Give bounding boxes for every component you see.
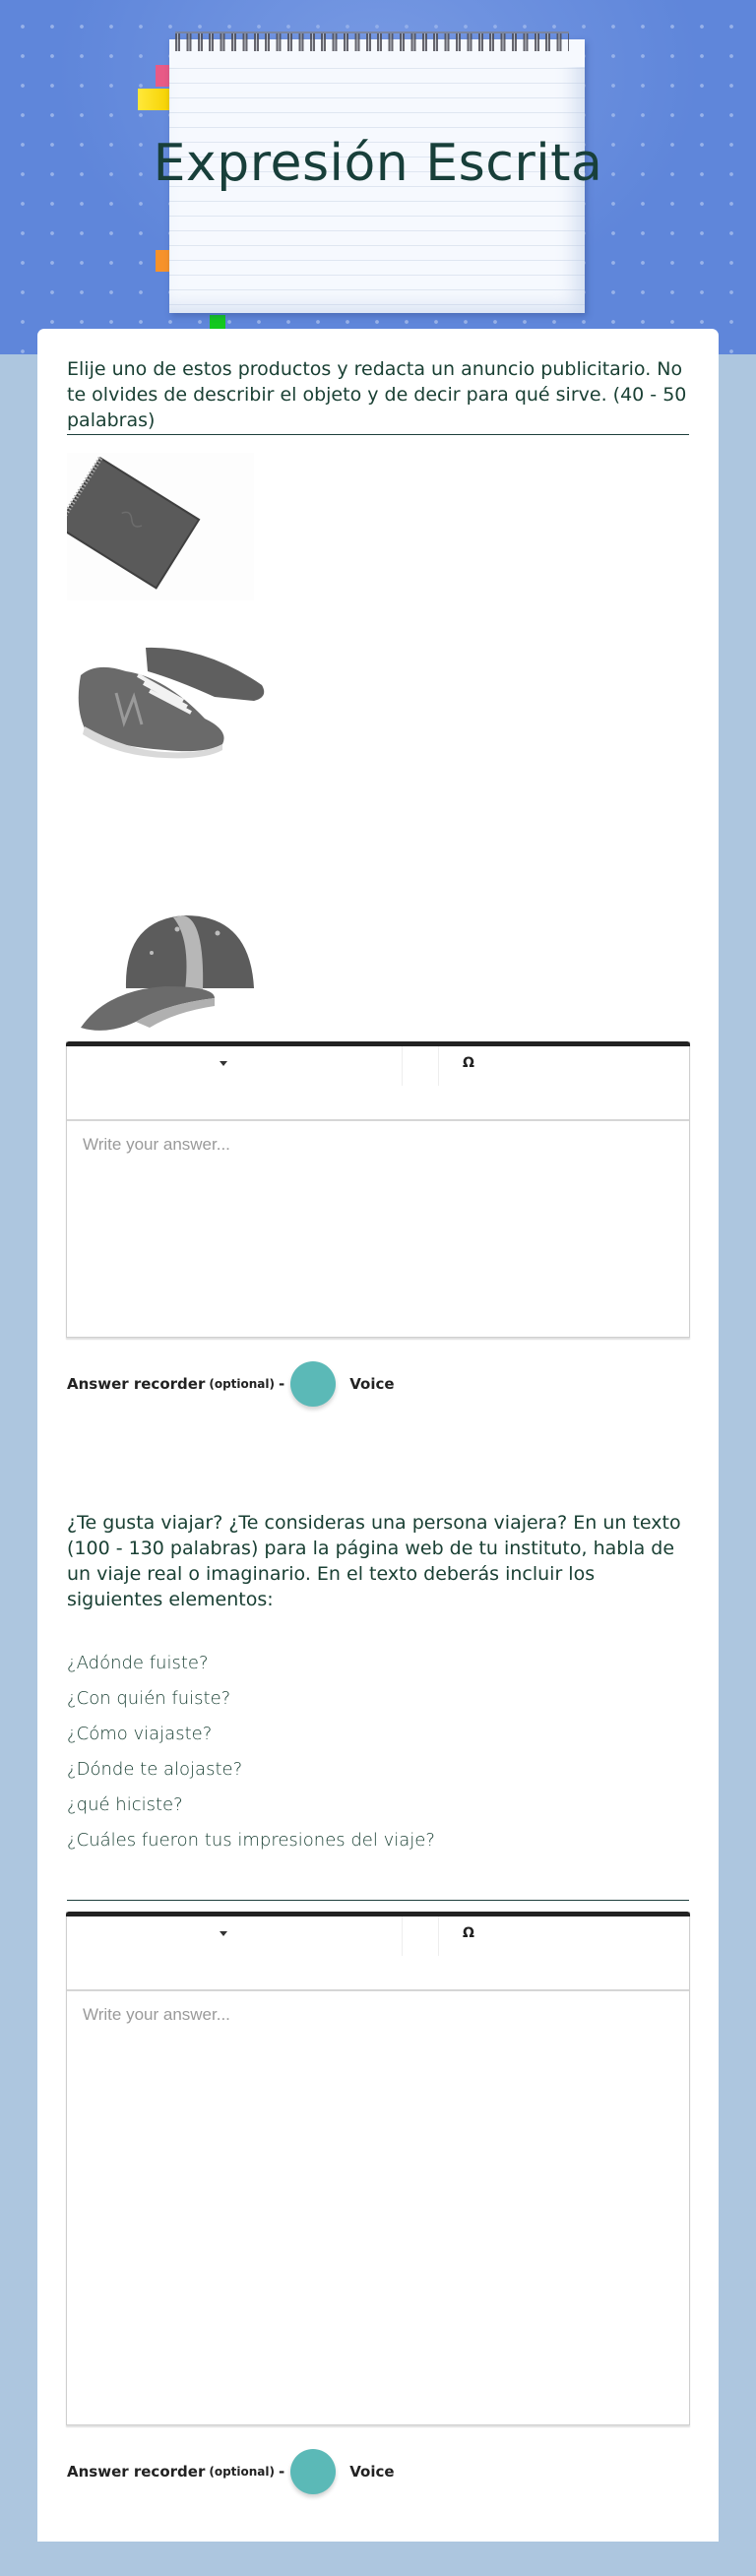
toolbar-separator xyxy=(438,1916,439,1956)
question1-divider xyxy=(67,434,689,435)
spiral-binding-icon xyxy=(175,31,569,51)
answer-recorder-2 xyxy=(67,2449,395,2494)
list-item: ¿Adónde fuiste? xyxy=(67,1653,209,1673)
recorder-dash: - xyxy=(279,2463,285,2481)
voice-label: Voice xyxy=(349,1375,395,1393)
special-character-button[interactable]: Ω xyxy=(463,1055,474,1071)
list-item: ¿Cómo viajaste? xyxy=(67,1724,213,1744)
pink-tab-decoration xyxy=(156,65,169,87)
caret-down-icon xyxy=(220,1061,227,1066)
caret-down-icon xyxy=(220,1931,227,1936)
answer-textarea-1[interactable] xyxy=(67,1121,689,1337)
answer-editor-2 xyxy=(66,1912,690,2425)
list-item: ¿Dónde te alojaste? xyxy=(67,1759,243,1780)
format-dropdown[interactable] xyxy=(67,1916,402,1952)
worksheet-card xyxy=(37,329,719,2542)
question1-prompt: Elije uno de estos productos y redacta un anuncio publicitario. No te olvides de describir el objeto y de decir para qué sirve. (40 - 50 palabras) xyxy=(67,358,687,431)
toolbar-separator xyxy=(438,1046,439,1086)
notebook-image xyxy=(67,453,254,600)
list-item: ¿qué hiciste? xyxy=(67,1794,183,1815)
recorder-dash: - xyxy=(279,1375,285,1393)
voice-label: Voice xyxy=(349,2463,395,2481)
list-item: ¿Cuáles fueron tus impresiones del viaje? xyxy=(67,1830,435,1851)
question2-divider xyxy=(67,1900,689,1901)
toolbar-button[interactable] xyxy=(403,1916,438,1956)
page-title: Expresión Escrita xyxy=(153,134,603,193)
record-voice-button[interactable] xyxy=(290,1361,336,1407)
recorder-label: Answer recorder xyxy=(67,1375,206,1393)
recorder-optional-label: (optional) xyxy=(209,2465,275,2479)
question2-prompt: ¿Te gusta viajar? ¿Te consideras una persona viajera? En un texto (100 - 130 palabras) para la página web de tu instituto, habla de un viaje real o imaginario. En el texto deberás incluir los siguientes elementos: xyxy=(67,1512,681,1610)
recorder-optional-label: (optional) xyxy=(209,1377,275,1391)
question2-items xyxy=(67,1646,689,1858)
record-voice-button[interactable] xyxy=(290,2449,336,2494)
format-dropdown[interactable] xyxy=(67,1046,402,1082)
editor-toolbar xyxy=(67,1046,689,1121)
recorder-label: Answer recorder xyxy=(67,2463,206,2481)
cap-image xyxy=(67,880,274,1037)
answer-recorder-1 xyxy=(67,1361,395,1407)
answer-editor-1 xyxy=(66,1041,690,1338)
sneakers-image xyxy=(67,628,274,776)
editor-toolbar xyxy=(67,1916,689,1991)
answer-textarea-2[interactable] xyxy=(67,1991,689,2424)
special-character-button[interactable]: Ω xyxy=(463,1925,474,1941)
yellow-tab-decoration xyxy=(138,89,169,110)
list-item: ¿Con quién fuiste? xyxy=(67,1688,231,1709)
orange-tab-decoration xyxy=(156,250,169,272)
toolbar-button[interactable] xyxy=(403,1046,438,1086)
